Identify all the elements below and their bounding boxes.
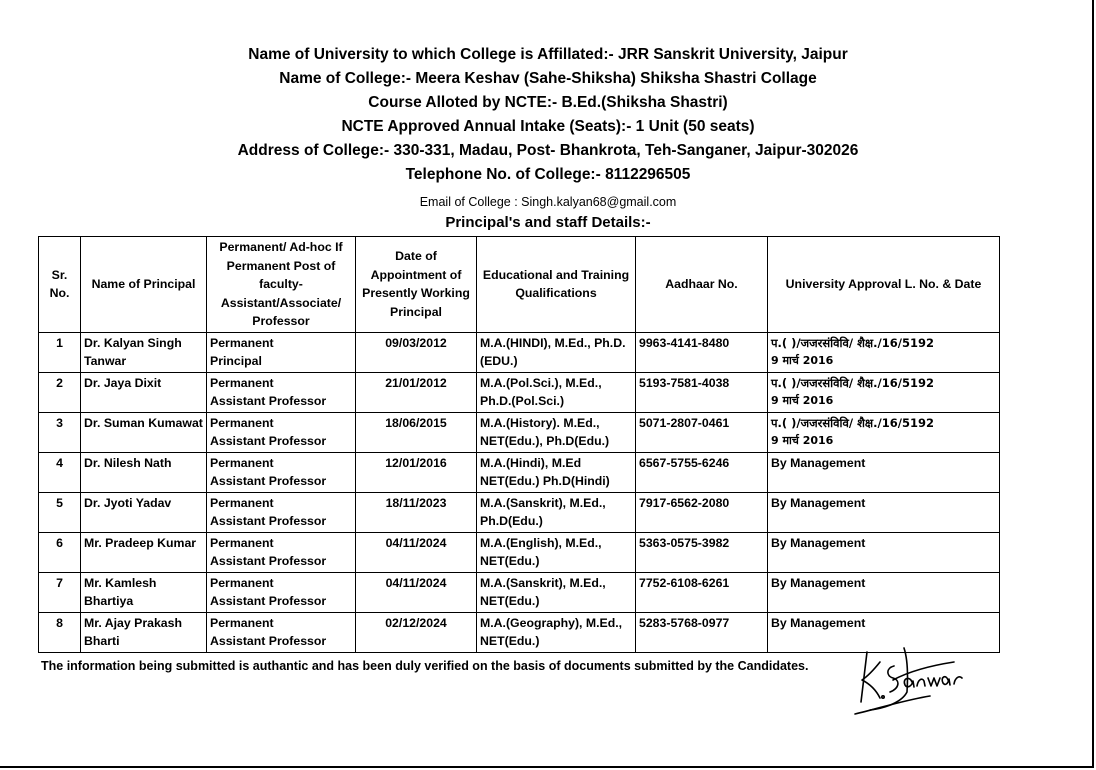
staff-table	[38, 236, 1000, 653]
cell-name: Dr. Suman Kumawat	[81, 412, 207, 452]
table-row	[39, 412, 1000, 452]
approval-reference: प.( )/जजरसंविवि/ शैक्ष./16/5192	[771, 335, 934, 350]
cell-university-approval	[768, 532, 1000, 572]
cell-name: Dr. Jyoti Yadav	[81, 492, 207, 532]
approval-reference: By Management	[771, 455, 866, 470]
post-title: Assistant Professor	[210, 634, 327, 648]
cell-university-approval	[768, 492, 1000, 532]
cell-appointment-date: 04/11/2024	[356, 572, 477, 612]
cell-post	[207, 372, 356, 412]
college-name-line: Name of College:- Meera Keshav (Sahe-Shiksha) Shiksha Shastri Collage	[279, 70, 817, 87]
cell-sr-no: 8	[39, 612, 81, 652]
cell-qualifications: M.A.(Pol.Sci.), M.Ed., Ph.D.(Pol.Sci.)	[477, 372, 636, 412]
intake-line: NCTE Approved Annual Intake (Seats):- 1 Unit (50 seats)	[341, 118, 755, 135]
post-status: Permanent	[210, 375, 274, 390]
post-title: Assistant Professor	[210, 554, 327, 568]
post-status: Permanent	[210, 415, 274, 430]
cell-aadhaar: 7917-6562-2080	[636, 492, 768, 532]
approval-reference: By Management	[771, 535, 866, 550]
cell-qualifications: M.A.(Hindi), M.Ed NET(Edu.) Ph.D(Hindi)	[477, 452, 636, 492]
address-line: Address of College:- 330-331, Madau, Post- Bhankrota, Teh-Sanganer, Jaipur-302026	[237, 142, 859, 159]
university-line: Name of University to which College is Affillated:- JRR Sanskrit University, Jaipur	[248, 46, 848, 63]
cell-post	[207, 492, 356, 532]
cell-post	[207, 532, 356, 572]
post-status: Permanent	[210, 535, 274, 550]
header-university-approval: University Approval L. No. & Date	[768, 237, 1000, 333]
table-row	[39, 572, 1000, 612]
cell-aadhaar: 5193-7581-4038	[636, 372, 768, 412]
cell-qualifications: M.A.(English), M.Ed., NET(Edu.)	[477, 532, 636, 572]
table-header-row	[39, 237, 1000, 333]
email-line: Email of College : Singh.kalyan68@gmail.com	[419, 195, 677, 209]
post-status: Permanent	[210, 495, 274, 510]
verification-statement: The information being submitted is authantic and has been duly verified on the basis of documents submitted by the Candidates.	[41, 659, 809, 673]
cell-qualifications: M.A.(Geography), M.Ed., NET(Edu.)	[477, 612, 636, 652]
cell-appointment-date: 18/11/2023	[356, 492, 477, 532]
post-title: Assistant Professor	[210, 434, 327, 448]
cell-appointment-date: 04/11/2024	[356, 532, 477, 572]
cell-qualifications: M.A.(History). M.Ed., NET(Edu.), Ph.D(Edu.)	[477, 412, 636, 452]
cell-university-approval	[768, 372, 1000, 412]
table-row	[39, 532, 1000, 572]
approval-date: 9 मार्च 2016	[771, 434, 834, 447]
cell-name: Dr. Nilesh Nath	[81, 452, 207, 492]
table-row	[39, 332, 1000, 372]
cell-qualifications: M.A.(Sanskrit), M.Ed., Ph.D(Edu.)	[477, 492, 636, 532]
table-row	[39, 492, 1000, 532]
cell-name: Mr. Ajay Prakash Bharti	[81, 612, 207, 652]
cell-post	[207, 412, 356, 452]
cell-appointment-date: 12/01/2016	[356, 452, 477, 492]
cell-name: Mr. Pradeep Kumar	[81, 532, 207, 572]
cell-qualifications: M.A.(HINDI), M.Ed., Ph.D.(EDU.)	[477, 332, 636, 372]
cell-appointment-date: 09/03/2012	[356, 332, 477, 372]
post-status: Permanent	[210, 575, 274, 590]
cell-aadhaar: 6567-5755-6246	[636, 452, 768, 492]
cell-appointment-date: 18/06/2015	[356, 412, 477, 452]
course-line: Course Alloted by NCTE:- B.Ed.(Shiksha Shastri)	[368, 94, 728, 111]
cell-sr-no: 2	[39, 372, 81, 412]
post-title: Assistant Professor	[210, 514, 327, 528]
cell-aadhaar: 5283-5768-0977	[636, 612, 768, 652]
cell-sr-no: 4	[39, 452, 81, 492]
table-row	[39, 372, 1000, 412]
cell-post	[207, 572, 356, 612]
cell-university-approval	[768, 332, 1000, 372]
header-appointment-date: Date of Appointment of Presently Working Principal	[356, 237, 477, 333]
cell-appointment-date: 02/12/2024	[356, 612, 477, 652]
table-title: Principal's and staff Details:-	[445, 214, 651, 231]
header-qualifications: Educational and Training Qualifications	[477, 237, 636, 333]
post-status: Permanent	[210, 335, 274, 350]
cell-name: Dr. Jaya Dixit	[81, 372, 207, 412]
cell-university-approval	[768, 572, 1000, 612]
cell-university-approval	[768, 412, 1000, 452]
cell-post	[207, 452, 356, 492]
header-post: Permanent/ Ad-hoc If Permanent Post of faculty-Assistant/Associate/ Professor	[207, 237, 356, 333]
cell-sr-no: 5	[39, 492, 81, 532]
post-title: Assistant Professor	[210, 594, 327, 608]
post-title: Assistant Professor	[210, 474, 327, 488]
table-row	[39, 452, 1000, 492]
header-sr-no: Sr. No.	[39, 237, 81, 333]
cell-sr-no: 1	[39, 332, 81, 372]
cell-university-approval	[768, 452, 1000, 492]
cell-name: Mr. Kamlesh Bhartiya	[81, 572, 207, 612]
cell-sr-no: 6	[39, 532, 81, 572]
approval-reference: By Management	[771, 575, 866, 590]
approval-reference: By Management	[771, 615, 866, 630]
approval-date: 9 मार्च 2016	[771, 354, 834, 367]
cell-qualifications: M.A.(Sanskrit), M.Ed., NET(Edu.)	[477, 572, 636, 612]
post-title: Principal	[210, 354, 262, 368]
approval-date: 9 मार्च 2016	[771, 394, 834, 407]
post-title: Assistant Professor	[210, 394, 327, 408]
cell-aadhaar: 5071-2807-0461	[636, 412, 768, 452]
cell-aadhaar: 9963-4141-8480	[636, 332, 768, 372]
cell-name: Dr. Kalyan Singh Tanwar	[81, 332, 207, 372]
telephone-line: Telephone No. of College:- 8112296505	[405, 166, 691, 183]
approval-reference: By Management	[771, 495, 866, 510]
cell-sr-no: 7	[39, 572, 81, 612]
cell-aadhaar: 7752-6108-6261	[636, 572, 768, 612]
approval-reference: प.( )/जजरसंविवि/ शैक्ष./16/5192	[771, 375, 934, 390]
signature-image	[850, 640, 975, 718]
approval-reference: प.( )/जजरसंविवि/ शैक्ष./16/5192	[771, 415, 934, 430]
header-name: Name of Principal	[81, 237, 207, 333]
cell-aadhaar: 5363-0575-3982	[636, 532, 768, 572]
cell-appointment-date: 21/01/2012	[356, 372, 477, 412]
post-status: Permanent	[210, 455, 274, 470]
cell-post	[207, 612, 356, 652]
cell-sr-no: 3	[39, 412, 81, 452]
cell-post	[207, 332, 356, 372]
post-status: Permanent	[210, 615, 274, 630]
header-aadhaar: Aadhaar No.	[636, 237, 768, 333]
